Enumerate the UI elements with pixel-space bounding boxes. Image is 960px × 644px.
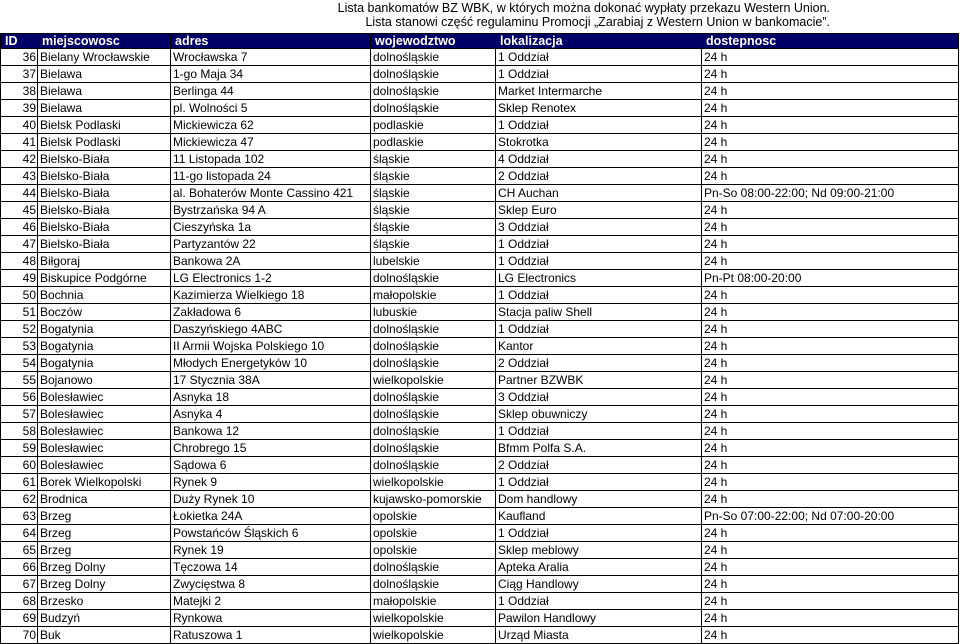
document-header bbox=[0, 0, 960, 32]
cell-adres: Sądowa 6 bbox=[171, 457, 371, 474]
cell-lokalizacja: Pawilon Handlowy bbox=[496, 610, 702, 627]
cell-id: 37 bbox=[1, 66, 38, 83]
table-row bbox=[1, 372, 959, 389]
cell-wojewodztwo: opolskie bbox=[371, 525, 496, 542]
cell-lokalizacja: Urząd Miasta bbox=[496, 627, 702, 644]
cell-adres: LG Electronics 1-2 bbox=[171, 270, 371, 287]
table-row bbox=[1, 100, 959, 117]
cell-wojewodztwo: kujawsko-pomorskie bbox=[371, 491, 496, 508]
cell-id: 36 bbox=[1, 49, 38, 66]
cell-miejscowosc: Bochnia bbox=[38, 287, 171, 304]
cell-adres: Zakładowa 6 bbox=[171, 304, 371, 321]
cell-id: 48 bbox=[1, 253, 38, 270]
table-row bbox=[1, 525, 959, 542]
cell-miejscowosc: Bielsk Podlaski bbox=[38, 134, 171, 151]
cell-miejscowosc: Borek Wielkopolski bbox=[38, 474, 171, 491]
cell-adres: Cieszyńska 1a bbox=[171, 219, 371, 236]
column-header-dostepnosc: dostepnosc bbox=[702, 34, 959, 49]
cell-wojewodztwo: lubuskie bbox=[371, 304, 496, 321]
cell-miejscowosc: Bielawa bbox=[38, 83, 171, 100]
cell-id: 39 bbox=[1, 100, 38, 117]
cell-wojewodztwo: dolnośląskie bbox=[371, 406, 496, 423]
column-header-wojewodztwo: wojewodztwo bbox=[371, 34, 496, 49]
cell-dostepnosc: 24 h bbox=[702, 219, 959, 236]
cell-wojewodztwo: wielkopolskie bbox=[371, 610, 496, 627]
cell-id: 57 bbox=[1, 406, 38, 423]
cell-id: 61 bbox=[1, 474, 38, 491]
cell-dostepnosc: 24 h bbox=[702, 389, 959, 406]
table-row bbox=[1, 253, 959, 270]
column-header-miejscowosc: miejscowosc bbox=[38, 34, 171, 49]
cell-wojewodztwo: dolnośląskie bbox=[371, 423, 496, 440]
cell-id: 68 bbox=[1, 593, 38, 610]
cell-wojewodztwo: dolnośląskie bbox=[371, 576, 496, 593]
cell-wojewodztwo: dolnośląskie bbox=[371, 321, 496, 338]
cell-dostepnosc: Pn-So 08:00-22:00; Nd 09:00-21:00 bbox=[702, 185, 959, 202]
cell-id: 60 bbox=[1, 457, 38, 474]
table-row bbox=[1, 66, 959, 83]
cell-lokalizacja: Bfmm Polfa S.A. bbox=[496, 440, 702, 457]
cell-dostepnosc: 24 h bbox=[702, 423, 959, 440]
cell-wojewodztwo: dolnośląskie bbox=[371, 270, 496, 287]
cell-lokalizacja: 1 Oddział bbox=[496, 423, 702, 440]
cell-miejscowosc: Bolesławiec bbox=[38, 389, 171, 406]
cell-wojewodztwo: dolnośląskie bbox=[371, 457, 496, 474]
cell-wojewodztwo: wielkopolskie bbox=[371, 627, 496, 644]
cell-miejscowosc: Brzeg bbox=[38, 525, 171, 542]
cell-id: 44 bbox=[1, 185, 38, 202]
table-row bbox=[1, 202, 959, 219]
cell-wojewodztwo: śląskie bbox=[371, 202, 496, 219]
table-body bbox=[1, 49, 959, 644]
cell-adres: Łokietka 24A bbox=[171, 508, 371, 525]
cell-lokalizacja: Apteka Aralia bbox=[496, 559, 702, 576]
table-row bbox=[1, 542, 959, 559]
cell-wojewodztwo: śląskie bbox=[371, 185, 496, 202]
cell-id: 40 bbox=[1, 117, 38, 134]
cell-adres: pl. Wolności 5 bbox=[171, 100, 371, 117]
cell-miejscowosc: Brzeg bbox=[38, 508, 171, 525]
cell-wojewodztwo: podlaskie bbox=[371, 134, 496, 151]
cell-dostepnosc: 24 h bbox=[702, 83, 959, 100]
cell-wojewodztwo: opolskie bbox=[371, 542, 496, 559]
cell-id: 47 bbox=[1, 236, 38, 253]
table-row bbox=[1, 457, 959, 474]
cell-miejscowosc: Bogatynia bbox=[38, 321, 171, 338]
cell-lokalizacja: CH Auchan bbox=[496, 185, 702, 202]
cell-wojewodztwo: śląskie bbox=[371, 219, 496, 236]
cell-lokalizacja: 4 Oddział bbox=[496, 151, 702, 168]
table-row bbox=[1, 423, 959, 440]
cell-lokalizacja: 1 Oddział bbox=[496, 525, 702, 542]
table-row bbox=[1, 236, 959, 253]
cell-dostepnosc: 24 h bbox=[702, 168, 959, 185]
cell-id: 51 bbox=[1, 304, 38, 321]
cell-dostepnosc: 24 h bbox=[702, 134, 959, 151]
cell-dostepnosc: Pn-So 07:00-22:00; Nd 07:00-20:00 bbox=[702, 508, 959, 525]
cell-dostepnosc: 24 h bbox=[702, 593, 959, 610]
table-row bbox=[1, 440, 959, 457]
cell-id: 50 bbox=[1, 287, 38, 304]
table-row bbox=[1, 287, 959, 304]
cell-adres: 17 Stycznia 38A bbox=[171, 372, 371, 389]
cell-id: 46 bbox=[1, 219, 38, 236]
cell-lokalizacja: 1 Oddział bbox=[496, 66, 702, 83]
table-row bbox=[1, 83, 959, 100]
cell-adres: Mickiewicza 62 bbox=[171, 117, 371, 134]
cell-wojewodztwo: dolnośląskie bbox=[371, 66, 496, 83]
cell-dostepnosc: 24 h bbox=[702, 321, 959, 338]
cell-id: 66 bbox=[1, 559, 38, 576]
table-row bbox=[1, 627, 959, 644]
cell-lokalizacja: 1 Oddział bbox=[496, 287, 702, 304]
cell-dostepnosc: 24 h bbox=[702, 457, 959, 474]
atm-table bbox=[0, 33, 959, 644]
cell-dostepnosc: 24 h bbox=[702, 49, 959, 66]
cell-adres: 1-go Maja 34 bbox=[171, 66, 371, 83]
table-row bbox=[1, 270, 959, 287]
cell-dostepnosc: 24 h bbox=[702, 236, 959, 253]
cell-dostepnosc: 24 h bbox=[702, 100, 959, 117]
cell-id: 63 bbox=[1, 508, 38, 525]
cell-miejscowosc: Biłgoraj bbox=[38, 253, 171, 270]
cell-lokalizacja: Sklep obuwniczy bbox=[496, 406, 702, 423]
cell-id: 41 bbox=[1, 134, 38, 151]
cell-miejscowosc: Brzeg Dolny bbox=[38, 576, 171, 593]
cell-wojewodztwo: wielkopolskie bbox=[371, 372, 496, 389]
cell-miejscowosc: Bielsko-Biała bbox=[38, 236, 171, 253]
table-row bbox=[1, 151, 959, 168]
cell-dostepnosc: Pn-Pt 08:00-20:00 bbox=[702, 270, 959, 287]
cell-id: 62 bbox=[1, 491, 38, 508]
cell-adres: Bankowa 2A bbox=[171, 253, 371, 270]
cell-adres: al. Bohaterów Monte Cassino 421 bbox=[171, 185, 371, 202]
cell-lokalizacja: Dom handlowy bbox=[496, 491, 702, 508]
table-row bbox=[1, 491, 959, 508]
cell-id: 42 bbox=[1, 151, 38, 168]
cell-wojewodztwo: lubelskie bbox=[371, 253, 496, 270]
cell-miejscowosc: Brzeg bbox=[38, 542, 171, 559]
cell-miejscowosc: Bielsko-Biała bbox=[38, 151, 171, 168]
cell-lokalizacja: 1 Oddział bbox=[496, 593, 702, 610]
cell-lokalizacja: 3 Oddział bbox=[496, 389, 702, 406]
cell-dostepnosc: 24 h bbox=[702, 576, 959, 593]
cell-lokalizacja: Kantor bbox=[496, 338, 702, 355]
cell-adres: Rynkowa bbox=[171, 610, 371, 627]
table-row bbox=[1, 304, 959, 321]
cell-id: 70 bbox=[1, 627, 38, 644]
cell-id: 64 bbox=[1, 525, 38, 542]
column-header-id: ID bbox=[1, 34, 38, 49]
cell-id: 54 bbox=[1, 355, 38, 372]
table-row bbox=[1, 474, 959, 491]
cell-adres: Tęczowa 14 bbox=[171, 559, 371, 576]
cell-dostepnosc: 24 h bbox=[702, 627, 959, 644]
cell-wojewodztwo: dolnośląskie bbox=[371, 338, 496, 355]
cell-miejscowosc: Biskupice Podgórne bbox=[38, 270, 171, 287]
cell-lokalizacja: 1 Oddział bbox=[496, 321, 702, 338]
cell-dostepnosc: 24 h bbox=[702, 355, 959, 372]
table-row bbox=[1, 355, 959, 372]
cell-lokalizacja: 1 Oddział bbox=[496, 474, 702, 491]
cell-dostepnosc: 24 h bbox=[702, 610, 959, 627]
cell-miejscowosc: Bielawa bbox=[38, 66, 171, 83]
table-row bbox=[1, 338, 959, 355]
table-row bbox=[1, 185, 959, 202]
cell-miejscowosc: Bojanowo bbox=[38, 372, 171, 389]
table-row bbox=[1, 219, 959, 236]
cell-dostepnosc: 24 h bbox=[702, 202, 959, 219]
cell-lokalizacja: Partner BZWBK bbox=[496, 372, 702, 389]
cell-wojewodztwo: małopolskie bbox=[371, 593, 496, 610]
cell-id: 69 bbox=[1, 610, 38, 627]
cell-adres: Bankowa 12 bbox=[171, 423, 371, 440]
cell-lokalizacja: 3 Oddział bbox=[496, 219, 702, 236]
cell-miejscowosc: Buk bbox=[38, 627, 171, 644]
cell-adres: Asnyka 4 bbox=[171, 406, 371, 423]
cell-dostepnosc: 24 h bbox=[702, 372, 959, 389]
cell-dostepnosc: 24 h bbox=[702, 338, 959, 355]
cell-adres: Asnyka 18 bbox=[171, 389, 371, 406]
cell-dostepnosc: 24 h bbox=[702, 440, 959, 457]
cell-lokalizacja: Sklep Renotex bbox=[496, 100, 702, 117]
cell-wojewodztwo: podlaskie bbox=[371, 117, 496, 134]
cell-adres: Rynek 19 bbox=[171, 542, 371, 559]
cell-miejscowosc: Bielsko-Biała bbox=[38, 202, 171, 219]
cell-wojewodztwo: śląskie bbox=[371, 236, 496, 253]
header-line-1: Lista bankomatów BZ WBK, w których można dokonać wypłaty przekazu Western Union. bbox=[337, 1, 830, 15]
cell-id: 43 bbox=[1, 168, 38, 185]
cell-wojewodztwo: dolnośląskie bbox=[371, 83, 496, 100]
cell-wojewodztwo: dolnośląskie bbox=[371, 49, 496, 66]
cell-adres: Młodych Energetyków 10 bbox=[171, 355, 371, 372]
cell-wojewodztwo: opolskie bbox=[371, 508, 496, 525]
table-row bbox=[1, 610, 959, 627]
table-row bbox=[1, 508, 959, 525]
table-row bbox=[1, 559, 959, 576]
cell-dostepnosc: 24 h bbox=[702, 525, 959, 542]
cell-lokalizacja: Sklep meblowy bbox=[496, 542, 702, 559]
cell-miejscowosc: Bielany Wrocławskie bbox=[38, 49, 171, 66]
cell-miejscowosc: Brzeg Dolny bbox=[38, 559, 171, 576]
cell-lokalizacja: 2 Oddział bbox=[496, 457, 702, 474]
cell-miejscowosc: Bielawa bbox=[38, 100, 171, 117]
cell-miejscowosc: Bielsko-Biała bbox=[38, 185, 171, 202]
cell-wojewodztwo: dolnośląskie bbox=[371, 559, 496, 576]
cell-id: 55 bbox=[1, 372, 38, 389]
cell-dostepnosc: 24 h bbox=[702, 474, 959, 491]
cell-wojewodztwo: dolnośląskie bbox=[371, 440, 496, 457]
table-row bbox=[1, 406, 959, 423]
table-row bbox=[1, 576, 959, 593]
cell-dostepnosc: 24 h bbox=[702, 253, 959, 270]
table-row bbox=[1, 389, 959, 406]
table-header-row bbox=[1, 34, 959, 49]
cell-miejscowosc: Brzesko bbox=[38, 593, 171, 610]
cell-dostepnosc: 24 h bbox=[702, 406, 959, 423]
cell-dostepnosc: 24 h bbox=[702, 542, 959, 559]
cell-adres: 11 Listopada 102 bbox=[171, 151, 371, 168]
cell-wojewodztwo: wielkopolskie bbox=[371, 474, 496, 491]
cell-miejscowosc: Bolesławiec bbox=[38, 423, 171, 440]
cell-id: 49 bbox=[1, 270, 38, 287]
cell-id: 67 bbox=[1, 576, 38, 593]
column-header-lokalizacja: lokalizacja bbox=[496, 34, 702, 49]
cell-id: 65 bbox=[1, 542, 38, 559]
cell-wojewodztwo: małopolskie bbox=[371, 287, 496, 304]
cell-lokalizacja: Stokrotka bbox=[496, 134, 702, 151]
cell-lokalizacja: 1 Oddział bbox=[496, 236, 702, 253]
cell-miejscowosc: Bolesławiec bbox=[38, 457, 171, 474]
cell-adres: Rynek 9 bbox=[171, 474, 371, 491]
cell-miejscowosc: Bolesławiec bbox=[38, 440, 171, 457]
cell-wojewodztwo: dolnośląskie bbox=[371, 100, 496, 117]
cell-miejscowosc: Bolesławiec bbox=[38, 406, 171, 423]
table-row bbox=[1, 593, 959, 610]
cell-id: 52 bbox=[1, 321, 38, 338]
header-line-2: Lista stanowi część regulaminu Promocji „Zarabiaj z Western Union w bankomacie”. bbox=[365, 15, 830, 29]
cell-wojewodztwo: dolnośląskie bbox=[371, 355, 496, 372]
table-row bbox=[1, 168, 959, 185]
cell-dostepnosc: 24 h bbox=[702, 151, 959, 168]
cell-dostepnosc: 24 h bbox=[702, 559, 959, 576]
cell-adres: Bystrzańska 94 A bbox=[171, 202, 371, 219]
cell-adres: Kazimierza Wielkiego 18 bbox=[171, 287, 371, 304]
cell-lokalizacja: 2 Oddział bbox=[496, 168, 702, 185]
cell-dostepnosc: 24 h bbox=[702, 287, 959, 304]
cell-lokalizacja: 1 Oddział bbox=[496, 117, 702, 134]
cell-adres: Berlinga 44 bbox=[171, 83, 371, 100]
cell-id: 59 bbox=[1, 440, 38, 457]
cell-miejscowosc: Budzyń bbox=[38, 610, 171, 627]
cell-miejscowosc: Boczów bbox=[38, 304, 171, 321]
cell-miejscowosc: Bogatynia bbox=[38, 338, 171, 355]
table-row bbox=[1, 49, 959, 66]
cell-wojewodztwo: śląskie bbox=[371, 151, 496, 168]
column-header-adres: adres bbox=[171, 34, 371, 49]
cell-adres: 11-go listopada 24 bbox=[171, 168, 371, 185]
cell-adres: II Armii Wojska Polskiego 10 bbox=[171, 338, 371, 355]
cell-lokalizacja: Sklep Euro bbox=[496, 202, 702, 219]
table-row bbox=[1, 321, 959, 338]
cell-wojewodztwo: śląskie bbox=[371, 168, 496, 185]
cell-id: 45 bbox=[1, 202, 38, 219]
cell-lokalizacja: 1 Oddział bbox=[496, 253, 702, 270]
cell-lokalizacja: Kaufland bbox=[496, 508, 702, 525]
cell-adres: Powstańców Śląskich 6 bbox=[171, 525, 371, 542]
table-row bbox=[1, 134, 959, 151]
cell-miejscowosc: Bielsk Podlaski bbox=[38, 117, 171, 134]
cell-dostepnosc: 24 h bbox=[702, 491, 959, 508]
cell-adres: Chrobrego 15 bbox=[171, 440, 371, 457]
cell-adres: Partyzantów 22 bbox=[171, 236, 371, 253]
cell-id: 58 bbox=[1, 423, 38, 440]
cell-id: 38 bbox=[1, 83, 38, 100]
cell-dostepnosc: 24 h bbox=[702, 66, 959, 83]
cell-miejscowosc: Bielsko-Biała bbox=[38, 168, 171, 185]
cell-adres: Matejki 2 bbox=[171, 593, 371, 610]
cell-adres: Daszyńskiego 4ABC bbox=[171, 321, 371, 338]
cell-lokalizacja: Stacja paliw Shell bbox=[496, 304, 702, 321]
cell-adres: Wrocławska 7 bbox=[171, 49, 371, 66]
cell-wojewodztwo: dolnośląskie bbox=[371, 389, 496, 406]
cell-dostepnosc: 24 h bbox=[702, 304, 959, 321]
cell-adres: Ratuszowa 1 bbox=[171, 627, 371, 644]
cell-adres: Duży Rynek 10 bbox=[171, 491, 371, 508]
cell-lokalizacja: Market Intermarche bbox=[496, 83, 702, 100]
cell-miejscowosc: Bielsko-Biała bbox=[38, 219, 171, 236]
cell-miejscowosc: Bogatynia bbox=[38, 355, 171, 372]
cell-id: 56 bbox=[1, 389, 38, 406]
cell-adres: Zwycięstwa 8 bbox=[171, 576, 371, 593]
cell-miejscowosc: Brodnica bbox=[38, 491, 171, 508]
cell-id: 53 bbox=[1, 338, 38, 355]
cell-lokalizacja: 1 Oddział bbox=[496, 49, 702, 66]
cell-adres: Mickiewicza 47 bbox=[171, 134, 371, 151]
cell-lokalizacja: 2 Oddział bbox=[496, 355, 702, 372]
table-row bbox=[1, 117, 959, 134]
cell-lokalizacja: LG Electronics bbox=[496, 270, 702, 287]
cell-lokalizacja: Ciąg Handlowy bbox=[496, 576, 702, 593]
cell-dostepnosc: 24 h bbox=[702, 117, 959, 134]
